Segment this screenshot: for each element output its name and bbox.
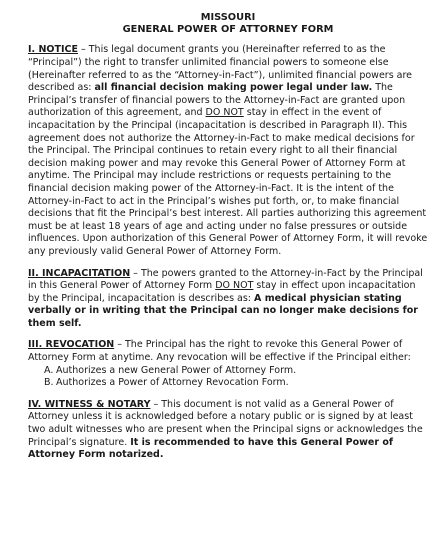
witness-text: – This document is not valid as a General Power of Attorney unless it is acknowledged before a notary public or is signed by at least two adult witnesses who are present when the Principal signs or acknowledges the Principal’s signature. <box>28 398 423 448</box>
section-revocation <box>28 339 428 389</box>
list-item <box>44 377 428 390</box>
incapacitation-bold-text: A medical physician stating verbally or in writing that the Principal can no longer make decisions for them self. <box>28 292 418 329</box>
revocation-text: – The Principal has the right to revoke this General Power of Attorney Form at anytime. Any revocation will be effective if the Principal either: <box>28 339 411 364</box>
notice-bold-text: all financial decision making power legal under law. <box>94 82 373 94</box>
title-state: MISSOURI <box>200 12 256 23</box>
section-notice <box>28 44 428 258</box>
incapacitation-text-2: stay in effect upon incapacitation by the Principal, incapacitation is describes as: <box>28 280 416 304</box>
incapacitation-heading: II. INCAPACITATION <box>28 267 131 279</box>
document-title <box>28 12 428 36</box>
list-item-letter: A. <box>44 364 54 376</box>
incapacitation-text-1: – The powers granted to the Attorney-in-Fact by the Principal in this General Power of Attorney Form <box>28 267 423 292</box>
witness-heading: IV. WITNESS & NOTARY <box>28 398 151 410</box>
revocation-heading: III. REVOCATION <box>28 339 115 351</box>
title-form-name: GENERAL POWER OF ATTORNEY FORM <box>122 24 334 36</box>
document-page <box>28 12 428 471</box>
list-item-letter: B. <box>44 377 54 389</box>
revocation-paragraph <box>28 339 428 364</box>
revocation-list <box>28 365 428 390</box>
notice-underlined-text: DO NOT <box>205 107 244 119</box>
notice-text-2: The Principal’s transfer of financial powers to the Attorney-in-Fact are granted upon authorization of this agreement, and <box>28 82 406 119</box>
witness-bold-text: It is recommended to have this General Power of Attorney Form notarized. <box>28 436 393 461</box>
notice-text-1: – This legal document grants you (Hereinafter referred to as the “Principal”) the right to transfer unlimited financial powers to someone else (Hereinafter referred to as the “Attorney-in-Fact”), unlimited financial powers are described as: <box>28 44 413 94</box>
section-witness-notary <box>28 399 428 462</box>
list-item <box>44 365 428 378</box>
notice-heading: I. NOTICE <box>28 44 78 56</box>
incapacitation-underlined-text: DO NOT <box>215 280 254 292</box>
section-incapacitation <box>28 268 428 331</box>
list-item-text: Authorizes a Power of Attorney Revocation Form. <box>56 377 289 389</box>
list-item-text: Authorizes a new General Power of Attorney Form. <box>56 364 297 376</box>
notice-text-3: stay in effect in the event of incapacitation by the Principal (incapacitation is described in Paragraph II). This agreement does not authorize the Attorney-in-Fact to make medical decisions for the Principal. The Principal continues to retain every right to all their financial decision making power and may revoke this General Power of Attorney Form at anytime. The Principal may include restrictions or requests pertaining to the financial decision making power of the Attorney-in-Fact. It is the intent of the Attorney-in-Fact to act in the Principal’s wishes put forth, or, to make financial decisions that fit the Principal’s best interest. All parties authorizing this agreement must be at least 18 years of age and acting under no false pressures or outside influences. Upon authorization of this General Power of Attorney Form, it will revoke any previously valid General Power of Attorney Form. <box>28 107 428 257</box>
